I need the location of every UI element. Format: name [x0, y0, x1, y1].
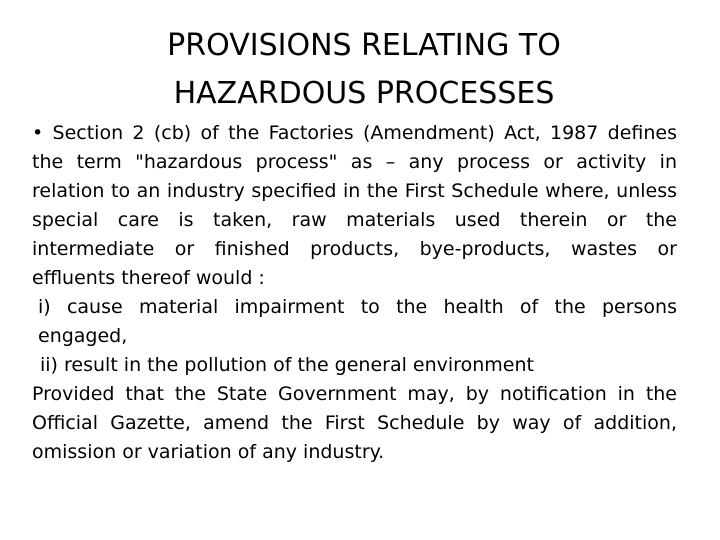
list-item-ii: ii) result in the pollution of the general environment [40, 354, 534, 376]
list-item-i: i) cause material impairment to the health of the persons engaged, [38, 296, 677, 347]
proviso-paragraph: Provided that the State Government may, by notification in the Official Gazette, amend the First Schedule by way of addition, omission or variation of any industry. [32, 383, 677, 463]
slide-body [32, 119, 677, 467]
slide-title-line-2: HAZARDOUS PROCESSES [173, 76, 555, 111]
slide-title [0, 22, 720, 118]
slide-title-line-1: PROVISIONS RELATING TO [167, 28, 561, 63]
bullet-paragraph: • Section 2 (cb) of the Factories (Amendment) Act, 1987 defines the term "hazardous process" as – any process or activity in relation to an industry specified in the First Schedule where, unless special care is taken, raw materials used therein or the intermediate or finished products, bye-products, wastes or effluents thereof would : [32, 122, 677, 289]
